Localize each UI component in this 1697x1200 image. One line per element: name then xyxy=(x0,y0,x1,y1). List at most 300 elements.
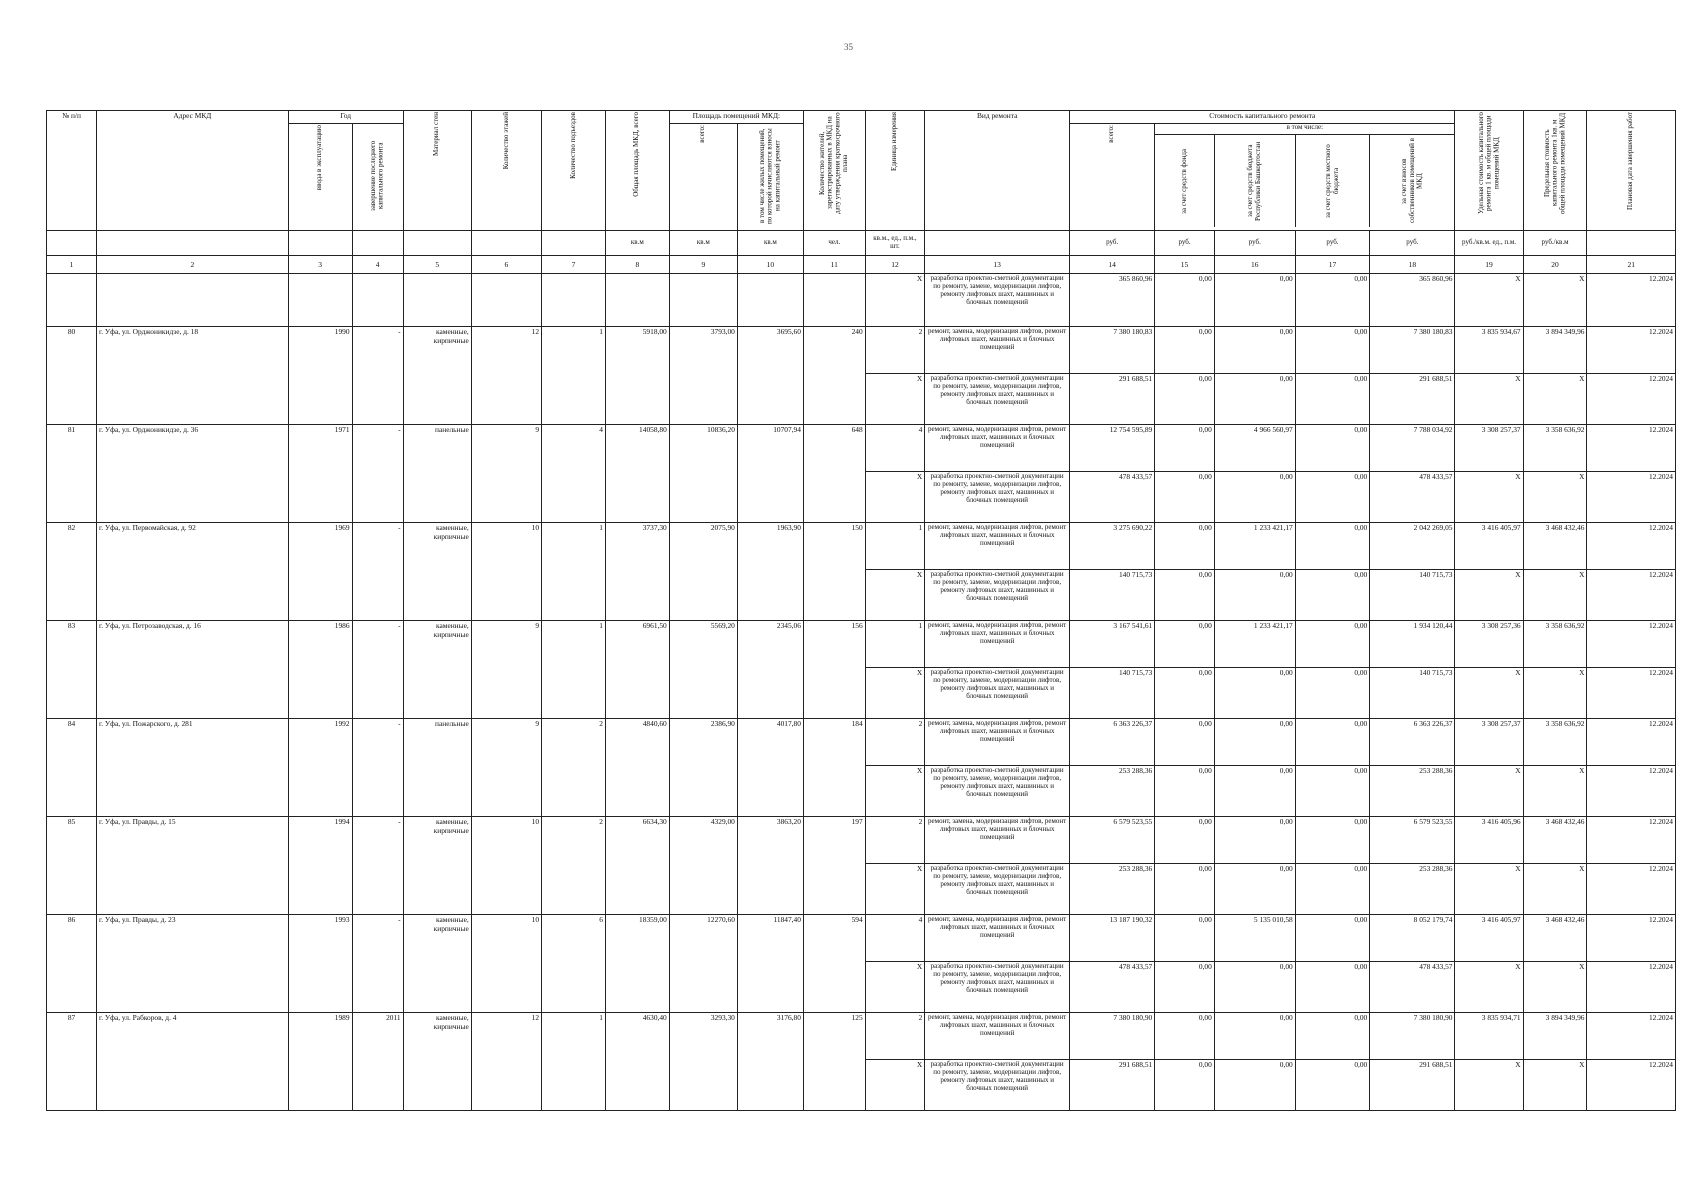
address: г. Уфа, ул. Правды, д. 15 xyxy=(97,817,289,915)
planned-date: 12.2024 xyxy=(1587,425,1676,472)
cost-owners: 2 042 269,05 xyxy=(1370,523,1455,570)
col-number: 7 xyxy=(542,256,606,274)
specific-cost: 3 308 257,36 xyxy=(1455,621,1523,668)
cost-total: 12 754 595,89 xyxy=(1070,425,1155,472)
year-last-repair: 2011 xyxy=(352,1013,403,1111)
unit-qty: X xyxy=(865,1060,925,1111)
entrances: 2 xyxy=(542,817,606,915)
cost-local: 0,00 xyxy=(1295,327,1370,374)
residents: 240 xyxy=(803,327,865,425)
header-cost-owners: за счет взносов собственников помещений в МКД xyxy=(1399,138,1424,224)
cost-rb: 5 135 010,58 xyxy=(1214,915,1295,962)
cost-fund: 0,00 xyxy=(1155,425,1215,472)
work-type: разработка проектно-сметной документации по ремонту, замене, модернизации лифтов, ремонту лифтовых шахт, машинных и блочных помещений xyxy=(925,274,1070,327)
work-type: разработка проектно-сметной документации по ремонту, замене, модернизации лифтов, ремонту лифтовых шахт, машинных и блочных помещений xyxy=(925,864,1070,915)
specific-cost: 3 308 257,37 xyxy=(1455,425,1523,472)
cost-fund: 0,00 xyxy=(1155,523,1215,570)
unit-11: чел. xyxy=(803,231,865,256)
work-type: разработка проектно-сметной документации по ремонту, замене, модернизации лифтов, ремонту лифтовых шахт, машинных и блочных помещений xyxy=(925,1060,1070,1111)
cost-local: 0,00 xyxy=(1295,425,1370,472)
cost-fund: 0,00 xyxy=(1155,864,1215,915)
specific-cost: X xyxy=(1455,472,1523,523)
cost-fund: 0,00 xyxy=(1155,327,1215,374)
cost-rb: 0,00 xyxy=(1214,274,1295,327)
cost-total: 478 433,57 xyxy=(1070,962,1155,1013)
entrances: 1 xyxy=(542,327,606,425)
unit-qty: 4 xyxy=(865,915,925,962)
floors: 12 xyxy=(471,327,541,425)
specific-cost: X xyxy=(1455,962,1523,1013)
work-type: разработка проектно-сметной документации по ремонту, замене, модернизации лифтов, ремонту лифтовых шахт, машинных и блочных помещений xyxy=(925,766,1070,817)
header-premises-total: всего: xyxy=(669,124,737,231)
unit-8: кв.м xyxy=(605,231,669,256)
total-area: 3737,30 xyxy=(605,523,669,621)
specific-cost: X xyxy=(1455,1060,1523,1111)
cost-local: 0,00 xyxy=(1295,766,1370,817)
year-last-repair: - xyxy=(352,425,403,523)
header-num: № п/п xyxy=(47,111,97,231)
cost-total: 7 380 180,83 xyxy=(1070,327,1155,374)
cost-rb: 0,00 xyxy=(1214,864,1295,915)
specific-cost: X xyxy=(1455,374,1523,425)
planned-date: 12.2024 xyxy=(1587,719,1676,766)
address: г. Уфа, ул. Рабкоров, д. 4 xyxy=(97,1013,289,1111)
cost-owners: 1 934 120,44 xyxy=(1370,621,1455,668)
cost-rb: 0,00 xyxy=(1214,817,1295,864)
wall-material: панельные xyxy=(403,425,471,523)
cost-total: 253 288,36 xyxy=(1070,864,1155,915)
address: г. Уфа, ул. Орджоникидзе, д. 18 xyxy=(97,327,289,425)
specific-cost: X xyxy=(1455,274,1523,327)
address: г. Уфа, ул. Пожарского, д. 281 xyxy=(97,719,289,817)
specific-cost: X xyxy=(1455,864,1523,915)
unit-20: руб./кв.м xyxy=(1523,231,1587,256)
year-last-repair: - xyxy=(352,817,403,915)
premises-total: 5569,20 xyxy=(669,621,737,719)
table-row xyxy=(47,621,1676,668)
header-planned-date: Плановая дата завершения работ xyxy=(1587,111,1676,231)
cost-total: 6 363 226,37 xyxy=(1070,719,1155,766)
col-number: 20 xyxy=(1523,256,1587,274)
cost-total: 13 187 190,32 xyxy=(1070,915,1155,962)
cost-owners: 253 288,36 xyxy=(1370,864,1455,915)
col-number: 1 xyxy=(47,256,97,274)
unit-qty: X xyxy=(865,962,925,1013)
total-area: 5918,00 xyxy=(605,327,669,425)
header-year-last-repair: завершение последнего капитального ремонта xyxy=(352,124,403,231)
specific-cost: 3 416 405,96 xyxy=(1455,817,1523,864)
total-area: 6961,50 xyxy=(605,621,669,719)
work-type: ремонт, замена, модернизация лифтов, ремонт лифтовых шахт, машинных и блочных помещений xyxy=(925,327,1070,374)
header-cost-total: всего: xyxy=(1070,124,1155,231)
unit-qty: X xyxy=(865,864,925,915)
planned-date: 12.2024 xyxy=(1587,668,1676,719)
unit-15: руб. xyxy=(1155,231,1215,256)
planned-date: 12.2024 xyxy=(1587,570,1676,621)
header-total-area: Общая площадь МКД, всего xyxy=(605,111,669,231)
year-commission: 1990 xyxy=(288,327,352,425)
unit-qty: X xyxy=(865,274,925,327)
header-cost-local: за счет средств местного бюджета xyxy=(1296,135,1371,227)
cost-rb: 0,00 xyxy=(1214,472,1295,523)
cost-rb: 0,00 xyxy=(1214,668,1295,719)
table-row xyxy=(47,327,1676,374)
premises-inc: 3695,60 xyxy=(737,327,803,425)
specific-cost: 3 416 405,97 xyxy=(1455,915,1523,962)
header-floors: Количество этажей xyxy=(471,111,541,231)
table-row xyxy=(47,915,1676,962)
premises-inc: 3176,80 xyxy=(737,1013,803,1111)
residents: 594 xyxy=(803,915,865,1013)
unit-19: руб./кв.м. ед., п.м. xyxy=(1455,231,1523,256)
wall-material: каменные, кирпичные xyxy=(403,817,471,915)
cost-fund: 0,00 xyxy=(1155,1013,1215,1060)
residents: 150 xyxy=(803,523,865,621)
address: г. Уфа, ул. Правды, д. 23 xyxy=(97,915,289,1013)
limit-cost: X xyxy=(1523,472,1587,523)
cost-owners: 140 715,73 xyxy=(1370,570,1455,621)
col-number: 11 xyxy=(803,256,865,274)
unit-16: руб. xyxy=(1214,231,1295,256)
limit-cost: 3 358 636,92 xyxy=(1523,425,1587,472)
total-area: 4630,40 xyxy=(605,1013,669,1111)
work-type: разработка проектно-сметной документации по ремонту, замене, модернизации лифтов, ремонту лифтовых шахт, машинных и блочных помещений xyxy=(925,472,1070,523)
col-number: 10 xyxy=(737,256,803,274)
cost-total: 365 860,96 xyxy=(1070,274,1155,327)
col-number: 14 xyxy=(1070,256,1155,274)
row-number: 86 xyxy=(47,915,97,1013)
year-last-repair: - xyxy=(352,719,403,817)
work-type: ремонт, замена, модернизация лифтов, ремонт лифтовых шахт, машинных и блочных помещений xyxy=(925,915,1070,962)
cost-fund: 0,00 xyxy=(1155,915,1215,962)
unit-qty: 1 xyxy=(865,523,925,570)
limit-cost: 3 468 432,46 xyxy=(1523,523,1587,570)
row-number: 87 xyxy=(47,1013,97,1111)
cost-fund: 0,00 xyxy=(1155,766,1215,817)
premises-inc: 3863,20 xyxy=(737,817,803,915)
residents: 184 xyxy=(803,719,865,817)
header-cost-inc-block xyxy=(1155,124,1455,231)
col-number: 5 xyxy=(403,256,471,274)
premises-inc: 10707,94 xyxy=(737,425,803,523)
work-type: ремонт, замена, модернизация лифтов, ремонт лифтовых шахт, машинных и блочных помещений xyxy=(925,425,1070,472)
table-row xyxy=(47,274,1676,327)
cost-owners: 291 688,51 xyxy=(1370,1060,1455,1111)
work-type: разработка проектно-сметной документации по ремонту, замене, модернизации лифтов, ремонту лифтовых шахт, машинных и блочных помещений xyxy=(925,668,1070,719)
work-type: разработка проектно-сметной документации по ремонту, замене, модернизации лифтов, ремонту лифтовых шахт, машинных и блочных помещений xyxy=(925,570,1070,621)
header-premises-group: Площадь помещений МКД: xyxy=(669,111,803,124)
limit-cost: 3 358 636,92 xyxy=(1523,719,1587,766)
residents: 197 xyxy=(803,817,865,915)
premises-total: 4329,00 xyxy=(669,817,737,915)
residents: 648 xyxy=(803,425,865,523)
work-type: разработка проектно-сметной документации по ремонту, замене, модернизации лифтов, ремонту лифтовых шахт, машинных и блочных помещений xyxy=(925,374,1070,425)
cost-owners: 6 579 523,55 xyxy=(1370,817,1455,864)
header-cost-rb: за счет средств бюджета Республики Башкортостан xyxy=(1215,135,1296,227)
specific-cost: 3 835 934,67 xyxy=(1455,327,1523,374)
residents: 125 xyxy=(803,1013,865,1111)
row-number: 81 xyxy=(47,425,97,523)
row-number: 84 xyxy=(47,719,97,817)
cost-local: 0,00 xyxy=(1295,621,1370,668)
limit-cost: X xyxy=(1523,274,1587,327)
planned-date: 12.2024 xyxy=(1587,472,1676,523)
col-number: 19 xyxy=(1455,256,1523,274)
planned-date: 12.2024 xyxy=(1587,864,1676,915)
limit-cost: X xyxy=(1523,668,1587,719)
year-commission: 1994 xyxy=(288,817,352,915)
cost-total: 6 579 523,55 xyxy=(1070,817,1155,864)
cost-rb: 0,00 xyxy=(1214,719,1295,766)
entrances: 1 xyxy=(542,1013,606,1111)
cost-owners: 365 860,96 xyxy=(1370,274,1455,327)
specific-cost: X xyxy=(1455,570,1523,621)
year-commission: 1989 xyxy=(288,1013,352,1111)
planned-date: 12.2024 xyxy=(1587,274,1676,327)
unit-qty: 2 xyxy=(865,327,925,374)
unit-qty: 2 xyxy=(865,817,925,864)
header-cost-inc: в том числе: xyxy=(1155,124,1454,135)
premises-total: 2386,90 xyxy=(669,719,737,817)
cost-local: 0,00 xyxy=(1295,719,1370,766)
year-commission: 1969 xyxy=(288,523,352,621)
floors: 12 xyxy=(471,1013,541,1111)
total-area: 18359,00 xyxy=(605,915,669,1013)
unit-10: кв.м xyxy=(737,231,803,256)
wall-material: каменные, кирпичные xyxy=(403,1013,471,1111)
wall-material: каменные, кирпичные xyxy=(403,621,471,719)
cost-fund: 0,00 xyxy=(1155,274,1215,327)
cost-rb: 0,00 xyxy=(1214,1060,1295,1111)
unit-qty: X xyxy=(865,472,925,523)
col-number: 12 xyxy=(865,256,925,274)
unit-12: кв.м., ед., п.м., шт. xyxy=(865,231,925,256)
col-number: 18 xyxy=(1370,256,1455,274)
cost-rb: 0,00 xyxy=(1214,327,1295,374)
table-row xyxy=(47,425,1676,472)
planned-date: 12.2024 xyxy=(1587,817,1676,864)
cost-total: 140 715,73 xyxy=(1070,570,1155,621)
floors: 9 xyxy=(471,425,541,523)
unit-qty: X xyxy=(865,766,925,817)
table-row xyxy=(47,523,1676,570)
year-commission: 1992 xyxy=(288,719,352,817)
capital-repair-table xyxy=(46,110,1676,1111)
col-number: 3 xyxy=(288,256,352,274)
unit-9: кв.м xyxy=(669,231,737,256)
cost-total: 478 433,57 xyxy=(1070,472,1155,523)
address: г. Уфа, ул. Петрозаводская, д. 16 xyxy=(97,621,289,719)
cost-rb: 0,00 xyxy=(1214,374,1295,425)
col-number: 2 xyxy=(97,256,289,274)
planned-date: 12.2024 xyxy=(1587,523,1676,570)
table-row xyxy=(47,719,1676,766)
cost-rb: 4 966 560,97 xyxy=(1214,425,1295,472)
cost-local: 0,00 xyxy=(1295,523,1370,570)
cost-rb: 0,00 xyxy=(1214,766,1295,817)
unit-18: руб. xyxy=(1370,231,1455,256)
entrances: 4 xyxy=(542,425,606,523)
cost-owners: 140 715,73 xyxy=(1370,668,1455,719)
col-number: 16 xyxy=(1214,256,1295,274)
header-year-commission: ввода в эксплуатацию xyxy=(288,124,352,231)
unit-14: руб. xyxy=(1070,231,1155,256)
specific-cost: X xyxy=(1455,668,1523,719)
cost-local: 0,00 xyxy=(1295,374,1370,425)
header-limit-cost: Предельная стоимость капитального ремонта 1кв. м общей площади помещений МКД xyxy=(1523,111,1587,231)
limit-cost: X xyxy=(1523,766,1587,817)
wall-material: панельные xyxy=(403,719,471,817)
year-last-repair: - xyxy=(352,915,403,1013)
floors: 9 xyxy=(471,621,541,719)
cost-fund: 0,00 xyxy=(1155,817,1215,864)
cost-local: 0,00 xyxy=(1295,1060,1370,1111)
limit-cost: 3 468 432,46 xyxy=(1523,915,1587,962)
work-type: ремонт, замена, модернизация лифтов, ремонт лифтовых шахт, машинных и блочных помещений xyxy=(925,621,1070,668)
col-number: 6 xyxy=(471,256,541,274)
cost-fund: 0,00 xyxy=(1155,374,1215,425)
col-number: 21 xyxy=(1587,256,1676,274)
column-numbers-row xyxy=(47,256,1676,274)
specific-cost: X xyxy=(1455,766,1523,817)
cost-fund: 0,00 xyxy=(1155,1060,1215,1111)
planned-date: 12.2024 xyxy=(1587,915,1676,962)
row-number: 85 xyxy=(47,817,97,915)
header-wall-material: Материал стен xyxy=(403,111,471,231)
unit-qty: 2 xyxy=(865,719,925,766)
year-commission: 1986 xyxy=(288,621,352,719)
cost-local: 0,00 xyxy=(1295,1013,1370,1060)
cost-local: 0,00 xyxy=(1295,864,1370,915)
cost-total: 291 688,51 xyxy=(1070,1060,1155,1111)
wall-material: каменные, кирпичные xyxy=(403,327,471,425)
work-type: ремонт, замена, модернизация лифтов, ремонт лифтовых шахт, машинных и блочных помещений xyxy=(925,523,1070,570)
col-number: 17 xyxy=(1295,256,1370,274)
specific-cost: 3 308 257,37 xyxy=(1455,719,1523,766)
unit-qty: 2 xyxy=(865,1013,925,1060)
header-year-group: Год xyxy=(288,111,403,124)
header-work-type: Вид ремонта xyxy=(925,111,1070,231)
premises-total: 3793,00 xyxy=(669,327,737,425)
limit-cost: 3 894 349,96 xyxy=(1523,1013,1587,1060)
specific-cost: 3 416 405,97 xyxy=(1455,523,1523,570)
planned-date: 12.2024 xyxy=(1587,1013,1676,1060)
cost-rb: 1 233 421,17 xyxy=(1214,523,1295,570)
cost-fund: 0,00 xyxy=(1155,668,1215,719)
cost-total: 253 288,36 xyxy=(1070,766,1155,817)
col-number: 8 xyxy=(605,256,669,274)
entrances: 1 xyxy=(542,621,606,719)
header-address: Адрес МКД xyxy=(97,111,289,231)
year-last-repair: - xyxy=(352,327,403,425)
cost-total: 140 715,73 xyxy=(1070,668,1155,719)
premises-inc: 2345,06 xyxy=(737,621,803,719)
planned-date: 12.2024 xyxy=(1587,374,1676,425)
planned-date: 12.2024 xyxy=(1587,327,1676,374)
cost-total: 7 380 180,90 xyxy=(1070,1013,1155,1060)
premises-total: 2075,90 xyxy=(669,523,737,621)
cost-total: 3 167 541,61 xyxy=(1070,621,1155,668)
cost-local: 0,00 xyxy=(1295,915,1370,962)
total-area: 14058,80 xyxy=(605,425,669,523)
limit-cost: X xyxy=(1523,570,1587,621)
floors: 10 xyxy=(471,523,541,621)
header-unit: Единица измерения xyxy=(865,111,925,231)
year-commission: 1971 xyxy=(288,425,352,523)
cost-local: 0,00 xyxy=(1295,962,1370,1013)
premises-total: 12270,60 xyxy=(669,915,737,1013)
cost-local: 0,00 xyxy=(1295,472,1370,523)
unit-qty: X xyxy=(865,374,925,425)
planned-date: 12.2024 xyxy=(1587,766,1676,817)
residents: 156 xyxy=(803,621,865,719)
cost-fund: 0,00 xyxy=(1155,570,1215,621)
row-number: 80 xyxy=(47,327,97,425)
address: г. Уфа, ул. Первомайская, д. 92 xyxy=(97,523,289,621)
col-number: 4 xyxy=(352,256,403,274)
limit-cost: X xyxy=(1523,374,1587,425)
premises-total: 3293,30 xyxy=(669,1013,737,1111)
cost-owners: 478 433,57 xyxy=(1370,472,1455,523)
table-row xyxy=(47,1013,1676,1060)
premises-inc: 4017,80 xyxy=(737,719,803,817)
work-type: разработка проектно-сметной документации по ремонту, замене, модернизации лифтов, ремонту лифтовых шахт, машинных и блочных помещений xyxy=(925,962,1070,1013)
cost-owners: 478 433,57 xyxy=(1370,962,1455,1013)
work-type: ремонт, замена, модернизация лифтов, ремонт лифтовых шахт, машинных и блочных помещений xyxy=(925,1013,1070,1060)
unit-qty: 4 xyxy=(865,425,925,472)
header-premises-inc: в том числе жилых помещений, по которой начисляются взносы на капитальный ремонт xyxy=(737,124,803,231)
cost-local: 0,00 xyxy=(1295,274,1370,327)
col-number: 15 xyxy=(1155,256,1215,274)
unit-qty: X xyxy=(865,668,925,719)
unit-qty: 1 xyxy=(865,621,925,668)
header-entrances: Количество подъездов xyxy=(542,111,606,231)
year-last-repair: - xyxy=(352,523,403,621)
cost-rb: 0,00 xyxy=(1214,962,1295,1013)
cost-fund: 0,00 xyxy=(1155,472,1215,523)
premises-inc: 11847,40 xyxy=(737,915,803,1013)
cost-rb: 0,00 xyxy=(1214,1013,1295,1060)
cost-owners: 291 688,51 xyxy=(1370,374,1455,425)
floors: 10 xyxy=(471,915,541,1013)
work-type: ремонт, замена, модернизация лифтов, ремонт лифтовых шахт, машинных и блочных помещений xyxy=(925,817,1070,864)
header-residents: Количество жителей, зарегистрированных в МКД на дату утверждения краткосрочного плана xyxy=(803,111,865,231)
cost-owners: 6 363 226,37 xyxy=(1370,719,1455,766)
cost-fund: 0,00 xyxy=(1155,621,1215,668)
cost-total: 291 688,51 xyxy=(1070,374,1155,425)
limit-cost: X xyxy=(1523,962,1587,1013)
premises-total: 10836,20 xyxy=(669,425,737,523)
wall-material: каменные, кирпичные xyxy=(403,523,471,621)
year-last-repair: - xyxy=(352,621,403,719)
cost-fund: 0,00 xyxy=(1155,962,1215,1013)
cost-rb: 0,00 xyxy=(1214,570,1295,621)
unit-17: руб. xyxy=(1295,231,1370,256)
col-number: 9 xyxy=(669,256,737,274)
total-area: 4840,60 xyxy=(605,719,669,817)
premises-inc: 1963,90 xyxy=(737,523,803,621)
limit-cost: 3 894 349,96 xyxy=(1523,327,1587,374)
limit-cost: 3 468 432,46 xyxy=(1523,817,1587,864)
cost-local: 0,00 xyxy=(1295,570,1370,621)
row-number: 83 xyxy=(47,621,97,719)
col-number: 13 xyxy=(925,256,1070,274)
entrances: 6 xyxy=(542,915,606,1013)
cost-fund: 0,00 xyxy=(1155,719,1215,766)
entrances: 1 xyxy=(542,523,606,621)
limit-cost: X xyxy=(1523,864,1587,915)
header-specific-cost: Удельная стоимость капитального ремонта 1 кв. м общей площади помещений МКД xyxy=(1455,111,1523,231)
